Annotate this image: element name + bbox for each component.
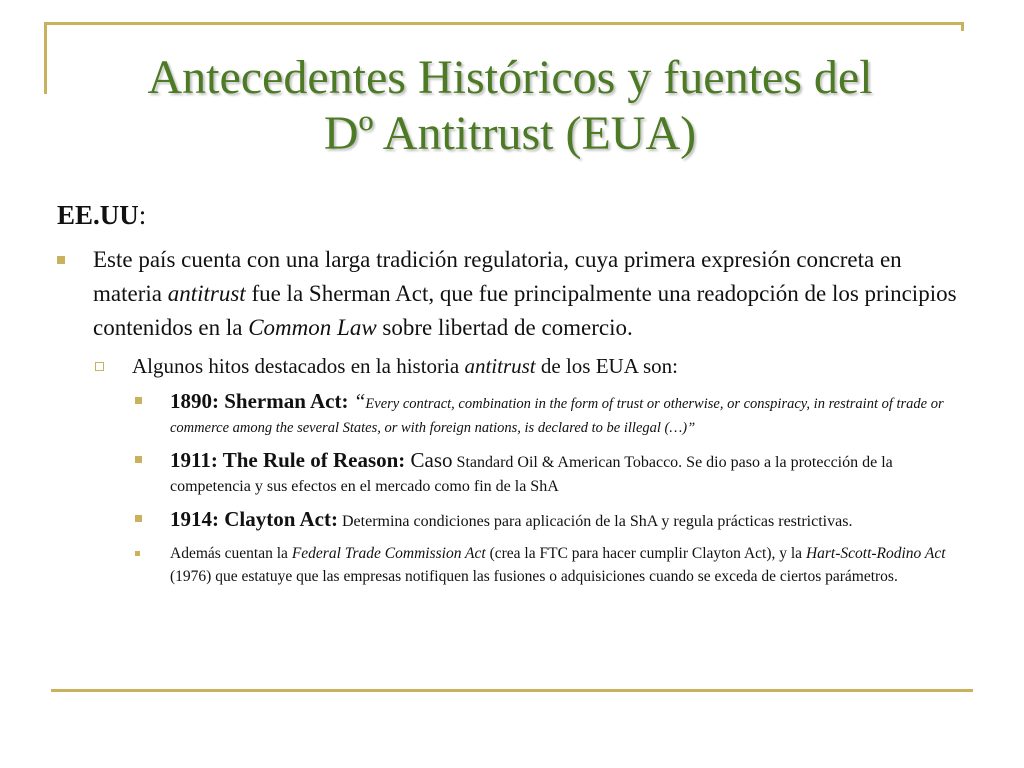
ftc-text-5: (1976) que estatuye que las empresas notifiquen las fusiones o adquisiciones cuando se exceda de ciertos parámetros. xyxy=(170,568,898,585)
sub-text-antitrust: antitrust xyxy=(464,354,536,378)
intro-text-5: sobre libertad de comercio. xyxy=(376,315,633,340)
square-bullet-icon xyxy=(135,397,142,404)
item-rule-of-reason xyxy=(55,448,965,499)
intro-text-antitrust: antitrust xyxy=(167,281,246,306)
item-label: 1911: The Rule of Reason: xyxy=(170,448,406,472)
ftc-text-3: (crea la FTC para hacer cumplir Clayton Act), y la xyxy=(485,545,806,562)
hsr-act-name: Hart-Scott-Rodino Act xyxy=(805,545,946,562)
bullet-intro xyxy=(55,243,965,345)
ftc-text-1: Además cuentan la xyxy=(170,545,292,562)
section-heading xyxy=(57,200,965,231)
bullet-sub-hitos xyxy=(55,351,965,381)
sub-text-3: de los EUA son: xyxy=(535,354,678,378)
item-sherman-act xyxy=(55,389,965,440)
sub-text-1: Algunos hitos destacados en la historia xyxy=(132,354,465,378)
intro-text-3: fue la Sherman Act, que fue principalmente una readopción de los principios contenidos en la xyxy=(93,281,957,340)
square-bullet-icon xyxy=(135,515,142,522)
frame-left-line xyxy=(44,22,47,94)
slide-title-line-2: Dº Antitrust (EUA) xyxy=(323,107,697,160)
caso-word: Caso xyxy=(405,448,453,472)
square-bullet-icon xyxy=(135,456,142,463)
slide-title-line-1: Antecedentes Históricos y fuentes del xyxy=(147,51,873,104)
item-clayton-act xyxy=(55,507,965,534)
quote-open-mark: “ xyxy=(348,389,366,413)
item-label: 1890: Sherman Act: xyxy=(170,389,349,413)
item-label: 1914: Clayton Act: xyxy=(170,507,338,531)
square-bullet-icon xyxy=(57,256,65,264)
intro-text-1: Este país cuenta con una larga tradición regulatoria, cuya primera expresión concreta en materia xyxy=(93,247,902,306)
bottom-divider-line xyxy=(51,689,973,692)
item-text: Determina condiciones para aplicación de la ShA y regula prácticas restrictivas. xyxy=(337,513,853,530)
slide-body xyxy=(55,200,965,596)
section-heading-label: EE.UU xyxy=(57,200,139,230)
slide-title xyxy=(60,50,960,162)
item-ftc-hsr xyxy=(55,542,965,588)
section-heading-colon: : xyxy=(138,200,147,230)
ftc-act-name: Federal Trade Commission Act xyxy=(291,545,486,562)
frame-top-line xyxy=(44,22,964,25)
square-bullet-icon xyxy=(135,551,140,556)
hollow-square-bullet-icon xyxy=(95,362,104,371)
item-text: Standard Oil & American Tobacco. Se dio paso a la protección de la competencia y sus efectos en el mercado como fin de la ShA xyxy=(170,454,893,495)
frame-right-tick xyxy=(961,22,964,31)
sherman-quote: Every contract, combination in the form of trust or otherwise, or conspiracy, in restraint of trade or commerce among the several States, or with foreign nations, is declared to be illegal (…)” xyxy=(170,396,944,436)
intro-text-common-law: Common Law xyxy=(248,315,377,340)
